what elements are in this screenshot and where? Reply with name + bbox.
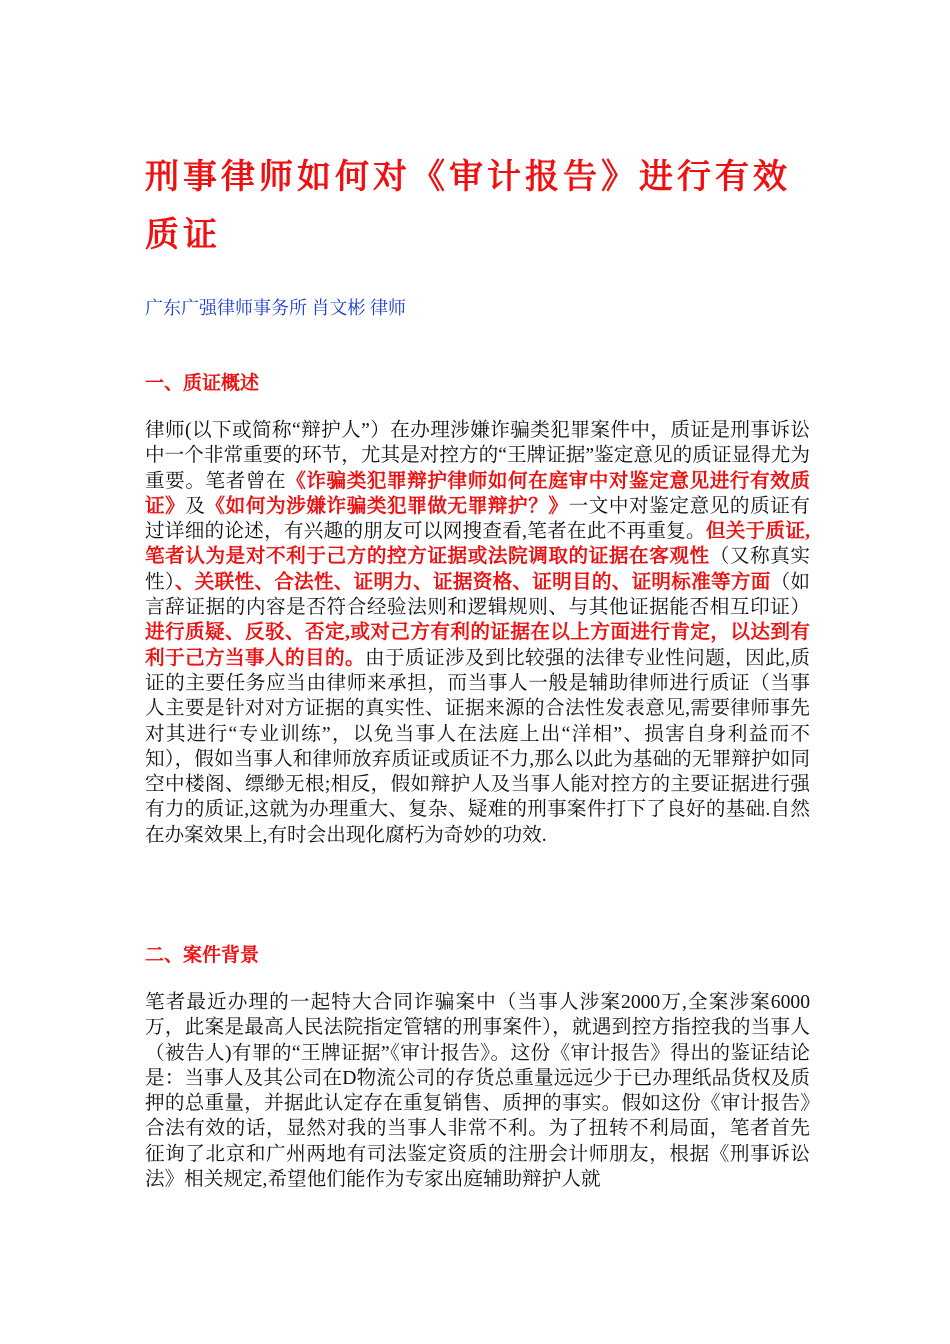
text-run: 一文中对鉴定意见的质证有过详细的论述，有兴趣的朋友可以网搜查看,笔者在此不再重复。 — [145, 495, 811, 543]
section-overview-paragraph — [145, 418, 810, 848]
section-heading-overview: 一、质证概述 — [145, 372, 260, 394]
highlighted-text-run: 《如何为涉嫌诈骗类犯罪做无罪辩护？》 — [205, 495, 569, 517]
highlighted-text-run: 、关联性、合法性、证明力、证据资格、证明目的、证明标准等方面 — [174, 571, 771, 593]
section-heading-case-background: 二、案件背景 — [145, 944, 260, 966]
author-byline: 广东广强律师事务所 肖文彬 律师 — [145, 298, 406, 318]
text-run: 律师(以下或简称“辩护人”）在办理涉嫌诈骗类犯罪案件中，质证是刑事诉讼中一个非常重要的环节，尤其是对控方的“王牌证据”鉴定意见的质证显得尤为重要。笔者曾在 — [145, 420, 810, 492]
text-run: 由于质证涉及到比较强的法律专业性问题，因此,质证的主要任务应当由律师来承担，而当事人一般是辅助律师进行质证（当事人主要是针对对方证据的真实性、证据来源的合法性发表意见,需要律师事先对其进行“专业训练”，以免当事人在法庭上出“洋相”、损害自身利益而不知），假如当事人和律师放弃质证或质证不力,那么以此为基础的无罪辩护如同空中楼阁、缥缈无根;相反，假如辩护人及当事人能对控方的主要证据进行强有力的质证,这就为办理重大、复杂、疑难的刑事案件打下了良好的基础.自然在办案效果上,有时会出现化腐朽为奇妙的功效. — [145, 647, 810, 846]
text-run: 及 — [185, 495, 206, 517]
text-run: （如言辞证据的内容是否符合经验法则和逻辑规则、与其他证据能否相互印证） — [145, 571, 811, 619]
highlighted-text-run: 《诈骗类犯罪辩护律师如何在庭审中对鉴定意见进行有效质证》 — [145, 470, 811, 517]
text-run: （又称真实性） — [145, 546, 811, 593]
section-case-background-paragraph: 笔者最近办理的一起特大合同诈骗案中（当事人涉案2000万,全案涉案6000万，此案是最高人民法院指定管辖的刑事案件），就遇到控方指控我的当事人（被告人)有罪的“王牌证据”《审计报告》。这份《审计报告》得出的鉴证结论是：当事人及其公司在D物流公司的存货总重量远远少于已办理纸品货权及质押的总重量，并据此认定存在重复销售、质押的事实。假如这份《审计报告》合法有效的话，显然对我的当事人非常不利。为了扭转不利局面，笔者首先征询了北京和广州两地有司法鉴定资质的注册会计师朋友，根据《刑事诉讼法》相关规定,希望他们能作为专家出庭辅助辩护人就 — [145, 992, 810, 1191]
highlighted-text-run: 进行质疑、反驳、否定,或对己方有利的证据在以上方面进行肯定，以达到有利于己方当事人的目的。 — [145, 622, 810, 669]
document-title: 刑事律师如何对《审计报告》进行有效质证 — [145, 157, 791, 255]
highlighted-text-run: 但关于质证,笔者认为是对不利于己方的控方证据或法院调取的证据在客观性 — [145, 521, 810, 568]
